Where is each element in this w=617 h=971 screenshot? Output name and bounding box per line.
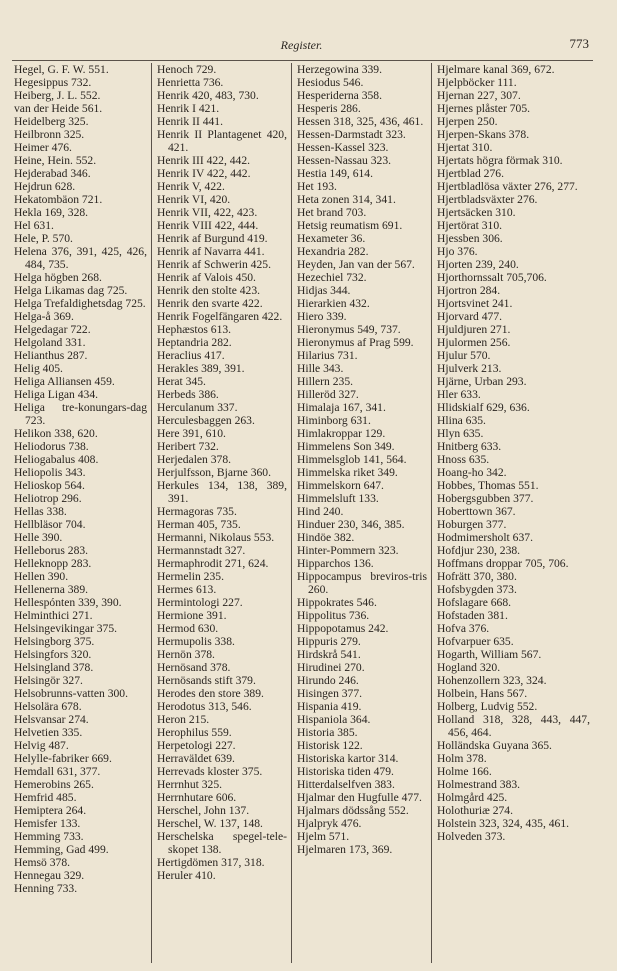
index-entry: Helsingevikingar 375.: [14, 622, 118, 635]
index-entry: Hermaphrodit 271, 624.: [157, 557, 269, 570]
index-entry: Historiska tiden 479.: [297, 765, 394, 778]
index-entry: Hnoss 635.: [437, 453, 490, 466]
index-entry: Hjertörat 310.: [437, 219, 503, 232]
index-entry: Heiberg, J. L. 552.: [14, 89, 101, 102]
index-entry: Holveden 373.: [437, 830, 506, 843]
index-entry: Hexandria 282.: [297, 245, 369, 258]
index-entry: Hieronymus 549, 737.: [297, 323, 401, 336]
index-entry: Henrik V, 422.: [157, 180, 225, 193]
index-entry: Hipparchos 136.: [297, 557, 374, 570]
index-entry: Heron 215.: [157, 713, 210, 726]
index-entry: Hegel, G. F. W. 551.: [14, 63, 109, 76]
index-entry: Hjelmare kanal 369, 672.: [437, 63, 555, 76]
index-entry: Herat 345.: [157, 375, 206, 388]
index-entry: Hele, P. 570.: [14, 232, 73, 245]
index-entry: Hemming 733.: [14, 830, 84, 843]
index-entry: Herodes den store 389.: [157, 687, 264, 700]
index-entry: Hertigdömen 317, 318.: [157, 856, 265, 869]
header-rule: [12, 60, 593, 61]
index-entry: Henrik IV 422, 442.: [157, 167, 251, 180]
index-entry: Heraclius 417.: [157, 349, 225, 362]
index-entry: Hesperis 286.: [297, 102, 361, 115]
index-entry: Helylle-fabriker 669.: [14, 752, 112, 765]
index-entry: Henrik VII, 422, 423.: [157, 206, 258, 219]
index-entry: Hinter-Pommern 323.: [297, 544, 399, 557]
index-entry: Hellenerna 389.: [14, 583, 89, 596]
index-entry: Hejdrun 628.: [14, 180, 76, 193]
index-entry: Hjulverk 213.: [437, 362, 502, 375]
index-entry: Hilarius 731.: [297, 349, 358, 362]
index-entry: Holothuriæ 274.: [437, 804, 514, 817]
index-entry: Holländska Guyana 365.: [437, 739, 552, 752]
index-entry: Heliopolis 343.: [14, 466, 86, 479]
index-entry: Hjelm 571.: [297, 830, 350, 843]
index-entry: Hogarth, William 567.: [437, 648, 542, 661]
index-entry: Hindöe 382.: [297, 531, 355, 544]
index-entry: Hobbes, Thomas 551.: [437, 479, 539, 492]
index-entry: Heliga Alliansen 459.: [14, 375, 115, 388]
index-entry: Hillern 235.: [297, 375, 354, 388]
index-entry: Hermintologi 227.: [157, 596, 243, 609]
index-entry: Helminthici 271.: [14, 609, 93, 622]
index-entry: Hirundo 246.: [297, 674, 359, 687]
index-entry: Hernösands stift 379.: [157, 674, 256, 687]
index-entry: Hoberttown 367.: [437, 505, 516, 518]
index-entry: Here 391, 610.: [157, 427, 226, 440]
index-entry: Herodotus 313, 546.: [157, 700, 252, 713]
index-entry: Hierarkien 432.: [297, 297, 370, 310]
index-entry: Hermelin 235.: [157, 570, 224, 583]
index-entry: Henrik af Valois 450.: [157, 271, 256, 284]
index-entry: Heine, Hein. 552.: [14, 154, 97, 167]
index-entry: Helsobrunns-vatten 300.: [14, 687, 128, 700]
index-columns: [12, 63, 594, 963]
index-entry: Hjernan 227, 307.: [437, 89, 521, 102]
index-entry: Heptandria 282.: [157, 336, 232, 349]
index-entry: Hinduer 230, 346, 385.: [297, 518, 405, 531]
index-entry: Hippokrates 546.: [297, 596, 377, 609]
index-entry: Holstein 323, 324, 435, 461.: [437, 817, 570, 830]
index-entry: Helleknopp 283.: [14, 557, 92, 570]
index-entry: Henrik den svarte 422.: [157, 297, 263, 310]
index-entry: Henrik I 421.: [157, 102, 220, 115]
index-entry: Helgedagar 722.: [14, 323, 91, 336]
index-entry: Heruler 410.: [157, 869, 216, 882]
index-entry: Hind 240.: [297, 505, 344, 518]
index-entry: Hirdskrå 541.: [297, 648, 361, 661]
index-entry: Himmelsluft 133.: [297, 492, 379, 505]
index-entry: Holme 166.: [437, 765, 492, 778]
index-entry: Herman 405, 735.: [157, 518, 241, 531]
index-entry: Hispaniola 364.: [297, 713, 371, 726]
index-entry: Helgoland 331.: [14, 336, 86, 349]
index-entry: Hesperiderna 358.: [297, 89, 382, 102]
index-entry: Holland 318, 328, 443, 447, 456, 464.: [437, 713, 590, 739]
index-entry: Helleborus 283.: [14, 544, 89, 557]
index-entry: Hel 631.: [14, 219, 54, 232]
index-entry: Helikon 338, 620.: [14, 427, 98, 440]
index-entry: Hoang-ho 342.: [437, 466, 507, 479]
index-entry: Hekla 169, 328.: [14, 206, 89, 219]
index-entry: Hoffmans droppar 705, 706.: [437, 557, 569, 570]
index-entry: Helig 405.: [14, 362, 63, 375]
index-entry: Hernösand 378.: [157, 661, 231, 674]
index-entry: Hellen 390.: [14, 570, 69, 583]
index-entry: Hodmimersholt 637.: [437, 531, 533, 544]
index-entry: Herrevads kloster 375.: [157, 765, 263, 778]
index-entry: Hellas 338.: [14, 505, 67, 518]
index-entry: Historia 385.: [297, 726, 358, 739]
index-entry: Herraväldet 639.: [157, 752, 235, 765]
index-entry: Hofsbygden 373.: [437, 583, 517, 596]
index-entry: Hohenzollern 323, 324.: [437, 674, 547, 687]
index-entry: Herzegowina 339.: [297, 63, 382, 76]
index-entry: Historisk 122.: [297, 739, 363, 752]
index-entry: Herjedalen 378.: [157, 453, 232, 466]
index-entry: Hessen-Kassel 323.: [297, 141, 389, 154]
index-entry: Heliga tre-konungars-dag 723.: [14, 401, 147, 427]
index-entry: Hofslagare 668.: [437, 596, 512, 609]
index-entry: Henoch 729.: [157, 63, 217, 76]
index-entry: Herschelska spegel-tele-skopet 138.: [157, 830, 287, 856]
index-entry: Herbeds 386.: [157, 388, 219, 401]
index-entry: Hirudinei 270.: [297, 661, 365, 674]
index-entry: Helvetien 335.: [14, 726, 83, 739]
index-entry: Himmelskorn 647.: [297, 479, 384, 492]
index-entry: Hjertbladlösa växter 276, 277.: [437, 180, 578, 193]
index-entry: Hjulormen 256.: [437, 336, 511, 349]
index-column-4: [431, 63, 594, 963]
index-entry: Hejderabad 346.: [14, 167, 91, 180]
index-entry: Herschel, John 137.: [157, 804, 250, 817]
index-entry: Helianthus 287.: [14, 349, 88, 362]
index-entry: Helga högben 268.: [14, 271, 102, 284]
index-entry: Herculesbaggen 263.: [157, 414, 255, 427]
index-entry: Henrik III 422, 442.: [157, 154, 251, 167]
index-entry: Heilbronn 325.: [14, 128, 85, 141]
index-entry: Helioskop 564.: [14, 479, 85, 492]
index-entry: Heliga Ligan 434.: [14, 388, 99, 401]
index-entry: Herschel, W. 137, 148.: [157, 817, 263, 830]
index-entry: Helvig 487.: [14, 739, 69, 752]
index-entry: Hippolitus 736.: [297, 609, 370, 622]
index-entry: Hjessben 306.: [437, 232, 503, 245]
index-entry: Hermupolis 338.: [157, 635, 235, 648]
index-entry: Hetsig reumatism 691.: [297, 219, 403, 232]
index-entry: van der Heide 561.: [14, 102, 103, 115]
index-entry: Hofvarpuer 635.: [437, 635, 514, 648]
index-entry: Hesiodus 546.: [297, 76, 364, 89]
index-entry: Hofstaden 381.: [437, 609, 508, 622]
index-entry: Hermannstadt 327.: [157, 544, 246, 557]
index-column-1: [12, 63, 151, 963]
index-entry: Herophilus 559.: [157, 726, 232, 739]
index-entry: Hellbläsor 704.: [14, 518, 86, 531]
index-entry: Hermes 613.: [157, 583, 217, 596]
index-entry: Hippocampus breviros-tris 260.: [297, 570, 427, 596]
index-entry: Hilleröd 327.: [297, 388, 359, 401]
index-entry: Helsingland 378.: [14, 661, 94, 674]
index-entry: Herakles 389, 391.: [157, 362, 245, 375]
index-entry: Hjertat 310.: [437, 141, 493, 154]
index-entry: Hjernes plåster 705.: [437, 102, 531, 115]
index-entry: Holbein, Hans 567.: [437, 687, 528, 700]
index-entry: Himmelska riket 349.: [297, 466, 398, 479]
running-title: Register.: [280, 38, 323, 52]
index-entry: Hemerobins 265.: [14, 778, 94, 791]
index-entry: Hippopotamus 242.: [297, 622, 389, 635]
index-entry: Hippuris 279.: [297, 635, 361, 648]
index-entry: Himmelens Son 349.: [297, 440, 395, 453]
index-entry: Hiero 339.: [297, 310, 347, 323]
index-entry: Henrik af Schwerin 425.: [157, 258, 271, 271]
index-entry: Hjorthornssalt 705,706.: [437, 271, 547, 284]
index-entry: Herpetologi 227.: [157, 739, 236, 752]
index-entry: Hieronymus af Prag 599.: [297, 336, 414, 349]
index-entry: Hennegau 329.: [14, 869, 85, 882]
index-entry: Hnitberg 633.: [437, 440, 502, 453]
index-entry: Hogland 320.: [437, 661, 501, 674]
index-entry: Holberg, Ludvig 552.: [437, 700, 538, 713]
index-entry: Hjertbladsväxter 276.: [437, 193, 538, 206]
index-entry: Henrik Fogelfängaren 422.: [157, 310, 283, 323]
index-entry: Hezechiel 732.: [297, 271, 367, 284]
index-entry: Hjertsäcken 310.: [437, 206, 516, 219]
index-entry: Helsolära 678.: [14, 700, 82, 713]
index-entry: Henrik II 441.: [157, 115, 224, 128]
index-entry: Hegesippus 732.: [14, 76, 92, 89]
index-entry: Helsingfors 320.: [14, 648, 92, 661]
index-entry: Henrik VI, 420.: [157, 193, 231, 206]
index-entry: Himalaja 167, 341.: [297, 401, 386, 414]
index-entry: Historiska kartor 314.: [297, 752, 399, 765]
index-entry: Hessen-Darmstadt 323.: [297, 128, 406, 141]
index-entry: Hlina 635.: [437, 414, 486, 427]
index-entry: Henrik den stolte 423.: [157, 284, 261, 297]
index-entry: Heta zonen 314, 341.: [297, 193, 396, 206]
index-entry: Hjalmars dödssång 552.: [297, 804, 409, 817]
index-entry: Hjalmar den Hugfulle 477.: [297, 791, 422, 804]
index-entry: Hisingen 377.: [297, 687, 363, 700]
index-entry: Helga Likamas dag 725.: [14, 284, 128, 297]
index-entry: Hjalpryk 476.: [297, 817, 362, 830]
index-entry: Himinborg 631.: [297, 414, 371, 427]
index-entry: Hephæstos 613.: [157, 323, 232, 336]
index-entry: Hjelpböcker 111.: [437, 76, 517, 89]
index-entry: Holmgård 425.: [437, 791, 508, 804]
index-entry: Herkules 134, 138, 389, 391.: [157, 479, 287, 505]
index-entry: Hofrätt 370, 380.: [437, 570, 517, 583]
index-entry: Hofdjur 230, 238.: [437, 544, 521, 557]
index-entry: Hjortron 284.: [437, 284, 501, 297]
index-entry: Heribert 732.: [157, 440, 219, 453]
index-entry: Hoburgen 377.: [437, 518, 507, 531]
index-entry: Hler 633.: [437, 388, 481, 401]
index-entry: Hispania 419.: [297, 700, 362, 713]
index-entry: Hessen 318, 325, 436, 461.: [297, 115, 424, 128]
index-entry: Hidjas 344.: [297, 284, 351, 297]
index-entry: Helle 390.: [14, 531, 63, 544]
page-header: [14, 36, 589, 56]
index-entry: Hemisfer 133.: [14, 817, 81, 830]
index-entry: Het brand 703.: [297, 206, 367, 219]
index-entry: Hjorvard 477.: [437, 310, 503, 323]
index-entry: Herrnhut 325.: [157, 778, 223, 791]
index-entry: Hobergsgubben 377.: [437, 492, 534, 505]
index-entry: Helga-å 369.: [14, 310, 74, 323]
index-entry: Heimer 476.: [14, 141, 72, 154]
index-entry: Hemiptera 264.: [14, 804, 87, 817]
index-entry: Hlyn 635.: [437, 427, 484, 440]
index-entry: Hessen-Nassau 323.: [297, 154, 392, 167]
page-number: 773: [569, 36, 589, 51]
index-entry: Het 193.: [297, 180, 337, 193]
index-entry: Helsvansar 274.: [14, 713, 89, 726]
index-entry: Hjo 376.: [437, 245, 478, 258]
index-entry: Hjuldjuren 271.: [437, 323, 511, 336]
index-entry: Hellespónten 339, 390.: [14, 596, 122, 609]
index-entry: Holm 378.: [437, 752, 487, 765]
index-entry: Hjulur 570.: [437, 349, 491, 362]
index-entry: Henrik 420, 483, 730.: [157, 89, 259, 102]
index-entry: Hermod 630.: [157, 622, 219, 635]
index-entry: Helena 376, 391, 425, 426, 484, 735.: [14, 245, 147, 271]
index-column-3: [291, 63, 431, 963]
index-entry: Hjelmaren 173, 369.: [297, 843, 393, 856]
index-entry: Helsingör 327.: [14, 674, 83, 687]
index-entry: Hjärne, Urban 293.: [437, 375, 527, 388]
index-entry: Holmestrand 383.: [437, 778, 521, 791]
index-entry: Hestia 149, 614.: [297, 167, 373, 180]
index-entry: Hjortsvinet 241.: [437, 297, 513, 310]
index-entry: Heidelberg 325.: [14, 115, 89, 128]
index-entry: Henrik VIII 422, 444.: [157, 219, 259, 232]
index-entry: Henrik af Burgund 419.: [157, 232, 268, 245]
index-entry: Hjorten 239, 240.: [437, 258, 519, 271]
index-entry: Hermanni, Nikolaus 553.: [157, 531, 275, 544]
index-entry: Hemsö 378.: [14, 856, 71, 869]
index-entry: Herculanum 337.: [157, 401, 238, 414]
index-entry: Hitterdalselfven 383.: [297, 778, 395, 791]
index-entry: Hermagoras 735.: [157, 505, 237, 518]
index-entry: Herjulfsson, Bjarne 360.: [157, 466, 271, 479]
index-entry: Heliogabalus 408.: [14, 453, 99, 466]
index-entry: Hemfrid 485.: [14, 791, 77, 804]
index-column-2: [151, 63, 291, 963]
index-entry: Hjerpen 250.: [437, 115, 498, 128]
index-entry: Hjertblad 276.: [437, 167, 504, 180]
index-entry: Helsingborg 375.: [14, 635, 95, 648]
index-entry: Herrnhutare 606.: [157, 791, 237, 804]
index-entry: Henrik af Navarra 441.: [157, 245, 265, 258]
index-entry: Hlidskialf 629, 636.: [437, 401, 530, 414]
index-entry: Henning 733.: [14, 882, 78, 895]
index-entry: Hemming, Gad 499.: [14, 843, 109, 856]
index-entry: Hjerpen-Skans 378.: [437, 128, 530, 141]
index-entry: Hjertats högra förmak 310.: [437, 154, 563, 167]
index-entry: Hexameter 36.: [297, 232, 366, 245]
index-entry: Hille 343.: [297, 362, 344, 375]
index-entry: Hernön 378.: [157, 648, 215, 661]
index-entry: Hofva 376.: [437, 622, 490, 635]
index-entry: Heliotrop 296.: [14, 492, 82, 505]
index-entry: Heyden, Jan van der 567.: [297, 258, 415, 271]
index-entry: Hemdall 631, 377.: [14, 765, 101, 778]
index-entry: Heliodorus 738.: [14, 440, 89, 453]
index-entry: Helga Trefaldighetsdag 725.: [14, 297, 146, 310]
index-entry: Himmelsglob 141, 564.: [297, 453, 407, 466]
index-entry: Hermione 391.: [157, 609, 227, 622]
index-entry: Himlakroppar 129.: [297, 427, 386, 440]
index-entry: Henrietta 736.: [157, 76, 224, 89]
index-entry: Henrik II Plantagenet 420, 421.: [157, 128, 287, 154]
index-entry: Hekatombäon 721.: [14, 193, 103, 206]
